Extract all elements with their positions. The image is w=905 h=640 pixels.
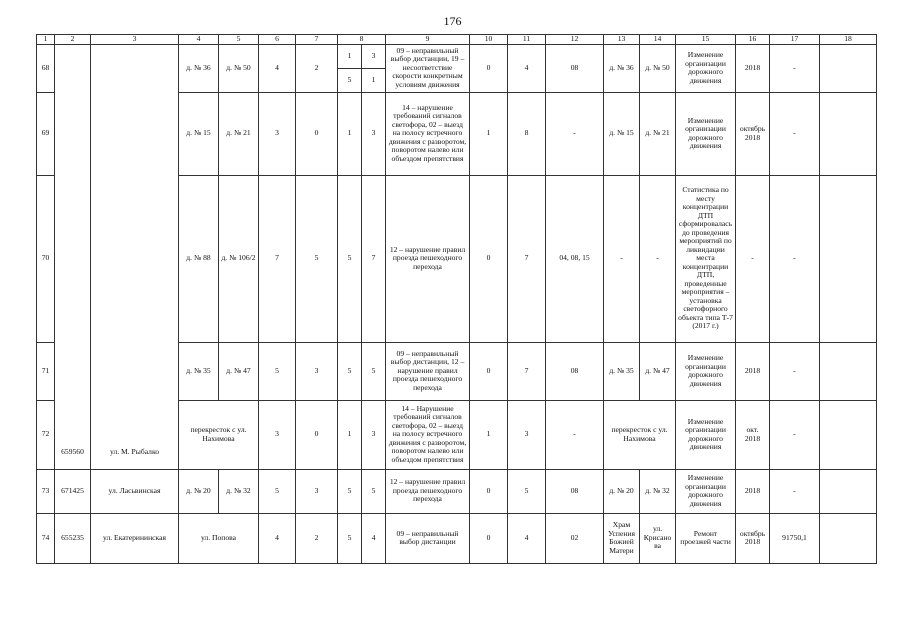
header-cell: 15 xyxy=(676,35,736,45)
measure-cell: Изменение организации дорожного движения xyxy=(676,92,736,175)
header-cell: 1 xyxy=(37,35,55,45)
violation-cell: 14 – нарушение требований сигналов светофора, 02 – выезд на полосу встречного движения с разворотом, поворотом налево или объездом препятствия xyxy=(386,92,470,175)
row-number: 73 xyxy=(37,469,55,513)
cost-cell: - xyxy=(770,92,820,175)
postal-code-cell: 671425 xyxy=(55,469,91,513)
col8-value: 3 xyxy=(362,400,386,469)
address-to: д. № 21 xyxy=(219,92,259,175)
header-cell: 3 xyxy=(91,35,179,45)
row-number: 69 xyxy=(37,92,55,175)
col14-cell: д. № 32 xyxy=(640,469,676,513)
casualties-count: 5 xyxy=(296,175,338,342)
date-cell: 2018 xyxy=(736,342,770,400)
address-from: д. № 15 xyxy=(179,92,219,175)
cost-cell: - xyxy=(770,175,820,342)
accidents-count: 5 xyxy=(259,342,296,400)
col12-cell: 04, 08, 15 xyxy=(546,175,604,342)
col8-value: 7 xyxy=(362,175,386,342)
measure-cell: Статистика по месту концентрации ДТП сформировалась до проведения мероприятий по ликвидации места концентрации ДТП, проведенные мероприятия – установка светофорного объекта типа Т-7 (2017 г.) xyxy=(676,175,736,342)
address-to: д. № 50 xyxy=(219,44,259,92)
header-cell: 4 xyxy=(179,35,219,45)
table-row xyxy=(37,44,877,68)
row-number: 72 xyxy=(37,400,55,469)
col11-cell: 7 xyxy=(508,175,546,342)
col8-value: 5 xyxy=(338,68,362,92)
casualties-count: 3 xyxy=(296,469,338,513)
header-cell: 8 xyxy=(338,35,386,45)
casualties-count: 3 xyxy=(296,342,338,400)
casualties-count: 2 xyxy=(296,44,338,92)
date-cell: октябрь 2018 xyxy=(736,513,770,563)
header-cell: 7 xyxy=(296,35,338,45)
col10-cell: 0 xyxy=(470,44,508,92)
col12-cell: 08 xyxy=(546,342,604,400)
accidents-count: 5 xyxy=(259,469,296,513)
col11-cell: 4 xyxy=(508,513,546,563)
col11-cell: 7 xyxy=(508,342,546,400)
col13-cell: д. № 35 xyxy=(604,342,640,400)
col18-cell xyxy=(820,92,877,175)
col13-cell: д. № 20 xyxy=(604,469,640,513)
col8-value: 1 xyxy=(338,400,362,469)
header-cell: 13 xyxy=(604,35,640,45)
table-row xyxy=(37,513,877,563)
accidents-count: 3 xyxy=(259,400,296,469)
col8-value: 3 xyxy=(362,44,386,68)
col11-cell: 3 xyxy=(508,400,546,469)
col12-cell: - xyxy=(546,92,604,175)
violation-cell: 12 – нарушение правил проезда пешеходного перехода xyxy=(386,469,470,513)
cost-cell: - xyxy=(770,400,820,469)
header-cell: 10 xyxy=(470,35,508,45)
col8-value: 5 xyxy=(338,342,362,400)
table-row xyxy=(37,469,877,513)
col12-cell: 08 xyxy=(546,44,604,92)
col18-cell xyxy=(820,44,877,92)
header-row xyxy=(37,35,877,45)
header-cell: 5 xyxy=(219,35,259,45)
address-to: д. № 47 xyxy=(219,342,259,400)
row-number: 74 xyxy=(37,513,55,563)
measure-cell: Изменение организации дорожного движения xyxy=(676,469,736,513)
street-cell: ул. Ласьвинская xyxy=(91,469,179,513)
accidents-count: 4 xyxy=(259,44,296,92)
accidents-count: 3 xyxy=(259,92,296,175)
violation-cell: 12 – нарушение правил проезда пешеходного перехода xyxy=(386,175,470,342)
cost-cell: 91750,1 xyxy=(770,513,820,563)
accidents-count: 4 xyxy=(259,513,296,563)
header-cell: 18 xyxy=(820,35,877,45)
col8-value: 5 xyxy=(362,342,386,400)
page-number: 176 xyxy=(443,14,462,28)
date-cell: 2018 xyxy=(736,44,770,92)
col10-cell: 0 xyxy=(470,342,508,400)
header-cell: 16 xyxy=(736,35,770,45)
col10-cell: 0 xyxy=(470,513,508,563)
postal-code-cell: 659560 xyxy=(55,44,91,469)
cost-cell: - xyxy=(770,342,820,400)
date-cell: окт. 2018 xyxy=(736,400,770,469)
header-cell: 6 xyxy=(259,35,296,45)
address-to: д. № 106/2 xyxy=(219,175,259,342)
col13-cell: д. № 15 xyxy=(604,92,640,175)
col14-cell: д. № 50 xyxy=(640,44,676,92)
address-from: д. № 88 xyxy=(179,175,219,342)
violation-cell: 09 – неправильный выбор дистанции, 19 – несоответствие скорости конкретным условиям движения xyxy=(386,44,470,92)
row-number: 68 xyxy=(37,44,55,92)
header-cell: 12 xyxy=(546,35,604,45)
col14-cell: д. № 21 xyxy=(640,92,676,175)
col8-value: 5 xyxy=(338,513,362,563)
col18-cell xyxy=(820,175,877,342)
col8-value: 5 xyxy=(338,469,362,513)
col11-cell: 5 xyxy=(508,469,546,513)
casualties-count: 0 xyxy=(296,92,338,175)
col13-cell: Храм Успения Божией Матери xyxy=(604,513,640,563)
col8-value: 4 xyxy=(362,513,386,563)
col8-value: 1 xyxy=(362,68,386,92)
col11-cell: 8 xyxy=(508,92,546,175)
col10-cell: 1 xyxy=(470,400,508,469)
col18-cell xyxy=(820,469,877,513)
violation-cell: 09 – неправильный выбор дистанции, 12 – нарушение правил проезда пешеходного перехода xyxy=(386,342,470,400)
header-cell: 9 xyxy=(386,35,470,45)
address-from: д. № 36 xyxy=(179,44,219,92)
col10-cell: 0 xyxy=(470,469,508,513)
date-cell: октябрь 2018 xyxy=(736,92,770,175)
col12-cell: 02 xyxy=(546,513,604,563)
incident-table xyxy=(36,34,877,564)
measure-cell: Изменение организации дорожного движения xyxy=(676,400,736,469)
address-from: д. № 35 xyxy=(179,342,219,400)
col12-cell: 08 xyxy=(546,469,604,513)
address-from: д. № 20 xyxy=(179,469,219,513)
address-to: д. № 32 xyxy=(219,469,259,513)
accidents-count: 7 xyxy=(259,175,296,342)
col14-cell: - xyxy=(640,175,676,342)
col8-value: 3 xyxy=(362,92,386,175)
col13-cell: д. № 36 xyxy=(604,44,640,92)
intersection-cell: перекресток с ул. Нахимова xyxy=(604,400,676,469)
casualties-count: 0 xyxy=(296,400,338,469)
header-cell: 2 xyxy=(55,35,91,45)
violation-cell: 09 – неправильный выбор дистанции xyxy=(386,513,470,563)
date-cell: - xyxy=(736,175,770,342)
col14-cell: ул. Крисанова xyxy=(640,513,676,563)
measure-cell: Изменение организации дорожного движения xyxy=(676,44,736,92)
col18-cell xyxy=(820,342,877,400)
row-number: 70 xyxy=(37,175,55,342)
violation-cell: 14 – Нарушение требований сигналов светофора, 02 – выезд на полосу встречного движения с разворотом, поворотом налево или объездом препятствия xyxy=(386,400,470,469)
col14-cell: д. № 47 xyxy=(640,342,676,400)
col8-value: 5 xyxy=(362,469,386,513)
street-cell: ул. Екатерининская xyxy=(91,513,179,563)
intersection-cell: ул. Попова xyxy=(179,513,259,563)
row-number: 71 xyxy=(37,342,55,400)
measure-cell: Ремонт проезжей части xyxy=(676,513,736,563)
col12-cell: - xyxy=(546,400,604,469)
header-cell: 14 xyxy=(640,35,676,45)
col10-cell: 1 xyxy=(470,92,508,175)
col18-cell xyxy=(820,400,877,469)
cost-cell: - xyxy=(770,44,820,92)
col8-value: 1 xyxy=(338,44,362,68)
col11-cell: 4 xyxy=(508,44,546,92)
header-cell: 11 xyxy=(508,35,546,45)
casualties-count: 2 xyxy=(296,513,338,563)
date-cell: 2018 xyxy=(736,469,770,513)
col8-value: 1 xyxy=(338,92,362,175)
col18-cell xyxy=(820,513,877,563)
header-cell: 17 xyxy=(770,35,820,45)
col10-cell: 0 xyxy=(470,175,508,342)
intersection-cell: перекресток с ул. Нахимова xyxy=(179,400,259,469)
measure-cell: Изменение организации дорожного движения xyxy=(676,342,736,400)
col13-cell: - xyxy=(604,175,640,342)
street-cell: ул. М. Рыбалко xyxy=(91,44,179,469)
col8-value: 5 xyxy=(338,175,362,342)
postal-code-cell: 655235 xyxy=(55,513,91,563)
cost-cell: - xyxy=(770,469,820,513)
